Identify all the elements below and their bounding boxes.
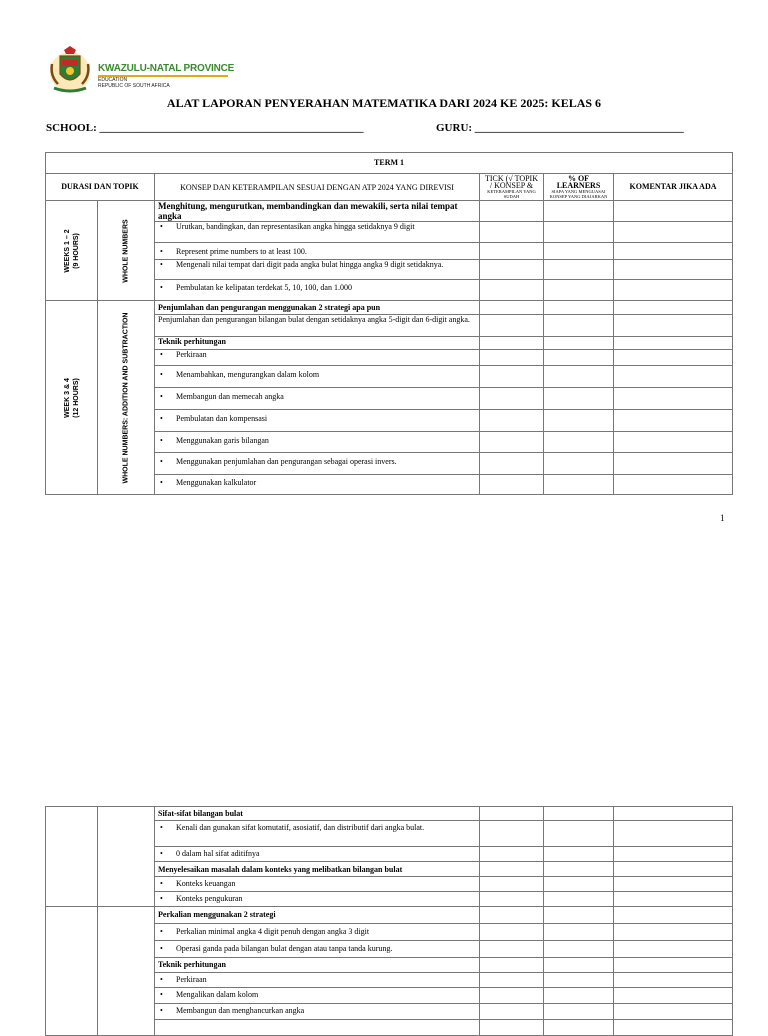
comment-cell[interactable] — [614, 941, 733, 958]
comment-cell[interactable] — [614, 907, 733, 924]
tick-cell[interactable] — [480, 201, 544, 222]
list-item: Penjumlahan dan pengurangan bilangan bulat dengan setidaknya angka 5-digit dan 6-digit angka. — [155, 315, 480, 337]
tick-cell[interactable] — [480, 432, 544, 453]
list-item — [155, 1020, 480, 1036]
tick-cell[interactable] — [480, 821, 544, 847]
tick-cell[interactable] — [480, 1020, 544, 1036]
tick-cell[interactable] — [480, 941, 544, 958]
list-item: • Kenali dan gunakan sifat komutatif, asosiatif, dan distributif dari angka bulat. — [155, 821, 480, 847]
tick-cell[interactable] — [480, 315, 544, 337]
list-item: • Operasi ganda pada bilangan bulat dengan atau tanpa tanda kurung. — [155, 941, 480, 958]
week-cell — [46, 807, 98, 907]
learners-cell[interactable] — [544, 453, 614, 475]
learners-cell[interactable] — [544, 475, 614, 495]
department-label — [98, 77, 170, 89]
learners-header-main: % OF LEARNERS — [556, 174, 601, 190]
topic-cell — [98, 907, 155, 1036]
tick-cell[interactable] — [480, 301, 544, 315]
comment-cell[interactable] — [614, 862, 733, 877]
tick-cell[interactable] — [480, 847, 544, 862]
learners-cell[interactable] — [544, 1020, 614, 1036]
tick-cell[interactable] — [480, 924, 544, 941]
learners-cell[interactable] — [544, 315, 614, 337]
section-heading: Teknik perhitungan — [155, 337, 480, 350]
section-heading: Menghitung, mengurutkan, membandingkan dan mewakili, serta nilai tempat angka — [155, 201, 480, 222]
learners-cell[interactable] — [544, 243, 614, 260]
list-item: • Membangun dan memecah angka — [155, 388, 480, 410]
tick-cell[interactable] — [480, 280, 544, 301]
tick-cell[interactable] — [480, 222, 544, 243]
tick-cell[interactable] — [480, 973, 544, 988]
comment-cell[interactable] — [614, 410, 733, 432]
term1-table-continued — [45, 806, 733, 1036]
list-item: • Perkalian minimal angka 4 digit penuh dengan angka 3 digit — [155, 924, 480, 941]
learners-cell[interactable] — [544, 924, 614, 941]
tick-cell[interactable] — [480, 337, 544, 350]
comment-cell[interactable] — [614, 924, 733, 941]
comment-cell[interactable] — [614, 958, 733, 973]
comment-cell[interactable] — [614, 301, 733, 315]
list-item: • Pembulatan dan kompensasi — [155, 410, 480, 432]
term1-table — [45, 152, 733, 495]
learners-cell[interactable] — [544, 892, 614, 907]
republic-label: REPUBLIC OF SOUTH AFRICA — [98, 83, 170, 89]
tick-cell[interactable] — [480, 388, 544, 410]
tick-cell[interactable] — [480, 958, 544, 973]
comment-cell[interactable] — [614, 432, 733, 453]
week-label — [63, 229, 81, 272]
list-item: • Mengenali nilai tempat dari digit pada angka bulat hingga angka 9 digit setidaknya. — [155, 260, 480, 280]
week-label — [63, 378, 81, 418]
tick-header-main: TICK (√ TOPIK / KONSEP & — [485, 174, 538, 190]
list-item: • Urutkan, bandingkan, dan representasikan angka hingga setidaknya 9 digit — [155, 222, 480, 243]
tick-cell[interactable] — [480, 892, 544, 907]
learners-cell[interactable] — [544, 988, 614, 1004]
week-hours: (9 HOURS) — [72, 232, 80, 269]
comment-cell[interactable] — [614, 475, 733, 495]
comment-cell[interactable] — [614, 892, 733, 907]
comment-cell[interactable] — [614, 988, 733, 1004]
tick-header — [480, 174, 544, 201]
comment-cell[interactable] — [614, 821, 733, 847]
concepts-header: KONSEP DAN KETERAMPILAN SESUAI DENGAN ATP 2024 YANG DIREVISI — [155, 174, 480, 201]
list-item: • Perkiraan — [155, 350, 480, 366]
learners-cell[interactable] — [544, 847, 614, 862]
section-heading: Perkalian menggunakan 2 strategi — [155, 907, 480, 924]
kzn-logo — [46, 44, 246, 98]
list-item: • Menggunakan penjumlahan dan pengurangan sebagai operasi invers. — [155, 453, 480, 475]
week-cell — [46, 301, 98, 495]
comment-cell[interactable] — [614, 201, 733, 222]
learners-cell[interactable] — [544, 907, 614, 924]
list-item: • Mengalikan dalam kolom — [155, 988, 480, 1004]
topic-label: WHOLE NUMBERS — [122, 218, 130, 283]
week-hours: (12 HOURS) — [72, 377, 80, 418]
comment-cell[interactable] — [614, 280, 733, 301]
learners-header — [544, 174, 614, 201]
tick-cell[interactable] — [480, 350, 544, 366]
learners-header-sub1: SIAPA YANG MENGUASAI — [551, 189, 606, 194]
learners-header-sub2: KONSEP YANG DIAJARKAN — [549, 194, 608, 199]
list-item: • Menambahkan, mengurangkan dalam kolom — [155, 366, 480, 388]
province-name: KWAZULU-NATAL PROVINCE — [98, 63, 235, 74]
document-title: ALAT LAPORAN PENYERAHAN MATEMATIKA DARI 2024 KE 2025: KELAS 6 — [166, 96, 602, 110]
learners-cell[interactable] — [544, 862, 614, 877]
section-heading: Menyelesaikan masalah dalam konteks yang melibatkan bilangan bulat — [155, 862, 480, 877]
learners-cell[interactable] — [544, 973, 614, 988]
comment-cell[interactable] — [614, 1004, 733, 1020]
learners-cell[interactable] — [544, 1004, 614, 1020]
list-item: • Menggunakan kalkulator — [155, 475, 480, 495]
learners-cell[interactable] — [544, 941, 614, 958]
tick-cell[interactable] — [480, 366, 544, 388]
learners-cell[interactable] — [544, 877, 614, 892]
comments-header: KOMENTAR JIKA ADA — [614, 174, 733, 201]
tick-cell[interactable] — [480, 475, 544, 495]
learners-cell[interactable] — [544, 821, 614, 847]
learners-cell[interactable] — [544, 280, 614, 301]
learners-cell[interactable] — [544, 432, 614, 453]
tick-cell[interactable] — [480, 862, 544, 877]
comment-cell[interactable] — [614, 366, 733, 388]
comment-cell[interactable] — [614, 243, 733, 260]
education-label: EDUCATION — [98, 77, 128, 83]
teacher-field-label: GURU: ______________________________________ — [436, 122, 684, 134]
learners-cell[interactable] — [544, 201, 614, 222]
comment-cell[interactable] — [614, 877, 733, 892]
topic-cell — [98, 301, 155, 495]
coat-of-arms-icon — [46, 44, 94, 94]
tick-cell[interactable] — [480, 260, 544, 280]
comment-cell[interactable] — [614, 350, 733, 366]
learners-cell[interactable] — [544, 337, 614, 350]
list-item: • Pembulatan ke kelipatan terdekat 5, 10, 100, dan 1.000 — [155, 280, 480, 301]
list-item: • Konteks pengukuran — [155, 892, 480, 907]
tick-cell[interactable] — [480, 1004, 544, 1020]
comment-cell[interactable] — [614, 807, 733, 821]
learners-cell[interactable] — [544, 366, 614, 388]
list-item: • 0 dalam hal sifat aditifnya — [155, 847, 480, 862]
tick-cell[interactable] — [480, 807, 544, 821]
section-heading: Sifat-sifat bilangan bulat — [155, 807, 480, 821]
tick-cell[interactable] — [480, 410, 544, 432]
learners-cell[interactable] — [544, 260, 614, 280]
section-heading: Teknik perhitungan — [155, 958, 480, 973]
tick-header-sub: KETERAMPILAN YANG SUDAH — [487, 189, 536, 199]
tick-cell[interactable] — [480, 988, 544, 1004]
week-cell — [46, 201, 98, 301]
comment-cell[interactable] — [614, 847, 733, 862]
list-item: • Konteks keuangan — [155, 877, 480, 892]
tick-cell[interactable] — [480, 243, 544, 260]
duration-topic-header: DURASI DAN TOPIK — [46, 174, 155, 201]
learners-cell[interactable] — [544, 350, 614, 366]
comment-cell[interactable] — [614, 388, 733, 410]
section-heading: Penjumlahan dan pengurangan menggunakan 2 strategi apa pun — [155, 301, 480, 315]
page-number: 1 — [720, 513, 725, 523]
learners-cell[interactable] — [544, 958, 614, 973]
topic-cell — [98, 201, 155, 301]
comment-cell[interactable] — [614, 222, 733, 243]
school-field-label: SCHOOL: ________________________________________________ — [46, 122, 364, 134]
learners-cell[interactable] — [544, 222, 614, 243]
week-cell — [46, 907, 98, 1036]
week-range: WEEK 3 & 4 — [63, 377, 71, 418]
comment-cell[interactable] — [614, 973, 733, 988]
learners-cell[interactable] — [544, 807, 614, 821]
tick-cell[interactable] — [480, 907, 544, 924]
learners-cell[interactable] — [544, 301, 614, 315]
learners-cell[interactable] — [544, 410, 614, 432]
list-item: • Membangun dan menghancurkan angka — [155, 1004, 480, 1020]
comment-cell[interactable] — [614, 1020, 733, 1036]
topic-label: WHOLE NUMBERS: ADDITION AND SUBTRACTION — [122, 312, 130, 483]
term-heading: TERM 1 — [46, 153, 733, 174]
tick-cell[interactable] — [480, 877, 544, 892]
comment-cell[interactable] — [614, 260, 733, 280]
comment-cell[interactable] — [614, 337, 733, 350]
week-range: WEEKS 1 – 2 — [63, 228, 71, 273]
comment-cell[interactable] — [614, 315, 733, 337]
list-item: • Perkiraan — [155, 973, 480, 988]
topic-cell — [98, 807, 155, 907]
comment-cell[interactable] — [614, 453, 733, 475]
list-item: • Represent prime numbers to at least 100. — [155, 243, 480, 260]
tick-cell[interactable] — [480, 453, 544, 475]
list-item: • Menggunakan garis bilangan — [155, 432, 480, 453]
learners-cell[interactable] — [544, 388, 614, 410]
